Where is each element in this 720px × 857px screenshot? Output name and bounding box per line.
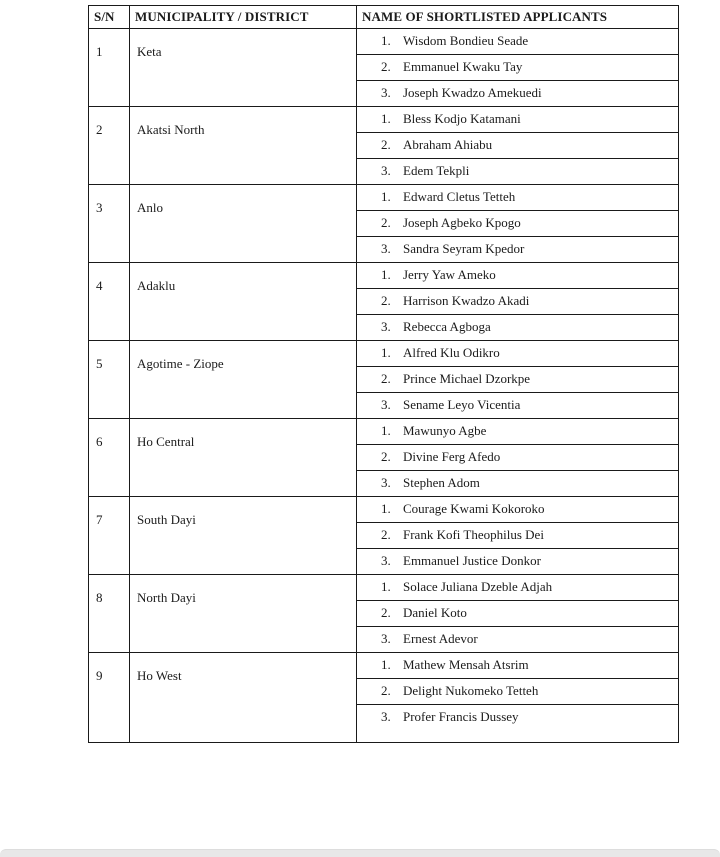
applicant-name: Delight Nukomeko Tetteh [403,683,539,699]
district-cell: North Dayi [130,575,357,653]
applicant-name: Ernest Adevor [403,631,478,647]
column-header-district: MUNICIPALITY / DISTRICT [130,6,357,29]
applicant-cell [357,29,679,55]
table-body [89,29,679,743]
serial-number-cell: 5 [89,341,130,419]
applicant-number: 2. [381,293,391,309]
applicant-number: 2. [381,449,391,465]
applicant-number: 1. [381,189,391,205]
applicant-name: Edem Tekpli [403,163,470,179]
applicant-number: 3. [381,241,391,257]
applicant-number: 1. [381,657,391,673]
table-row [89,107,679,133]
applicant-cell [357,679,679,705]
table-row [89,185,679,211]
table-row [89,575,679,601]
applicant-cell [357,497,679,523]
applicant-name: Sename Leyo Vicentia [403,397,521,413]
applicant-name: Mawunyo Agbe [403,423,487,439]
applicant-cell [357,341,679,367]
column-header-applicants: NAME OF SHORTLISTED APPLICANTS [357,6,679,29]
district-cell: Keta [130,29,357,107]
applicant-cell [357,393,679,419]
bottom-panel-edge [0,849,720,857]
applicant-name: Profer Francis Dussey [403,709,519,724]
table-header-row [89,6,679,29]
applicant-cell [357,549,679,575]
applicant-cell [357,523,679,549]
table-row [89,341,679,367]
applicant-cell [357,367,679,393]
applicant-number: 3. [381,475,391,491]
applicant-cell [357,159,679,185]
applicant-cell [357,471,679,497]
applicant-name: Bless Kodjo Katamani [403,111,521,127]
serial-number-cell: 8 [89,575,130,653]
applicant-number: 2. [381,605,391,621]
serial-number-cell: 9 [89,653,130,743]
applicant-name: Sandra Seyram Kpedor [403,241,525,257]
applicant-cell [357,601,679,627]
applicant-number: 3. [381,85,391,101]
applicant-name: Jerry Yaw Ameko [403,267,496,283]
serial-number-cell: 4 [89,263,130,341]
table-row [89,263,679,289]
applicant-name: Mathew Mensah Atsrim [403,657,529,673]
table-row [89,653,679,679]
applicant-number: 1. [381,423,391,439]
applicant-cell [357,575,679,601]
applicant-cell [357,627,679,653]
applicant-number: 1. [381,579,391,595]
applicant-number: 2. [381,215,391,231]
applicant-number: 3. [381,553,391,569]
applicant-number: 2. [381,371,391,387]
applicant-number: 3. [381,709,391,724]
serial-number-cell: 1 [89,29,130,107]
applicant-cell [357,419,679,445]
district-cell: Agotime - Ziope [130,341,357,419]
applicant-name: Frank Kofi Theophilus Dei [403,527,544,543]
applicant-name: Rebecca Agboga [403,319,491,335]
applicant-cell [357,107,679,133]
shortlist-table [88,5,679,743]
applicant-name: Divine Ferg Afedo [403,449,501,465]
applicant-cell [357,211,679,237]
applicant-name: Emmanuel Justice Donkor [403,553,541,569]
applicant-cell [357,81,679,107]
applicant-cell [357,55,679,81]
serial-number-cell: 2 [89,107,130,185]
table-row [89,29,679,55]
serial-number-cell: 6 [89,419,130,497]
applicant-cell [357,185,679,211]
applicant-name: Stephen Adom [403,475,480,491]
applicant-number: 2. [381,137,391,153]
district-cell: Ho West [130,653,357,743]
applicant-number: 1. [381,111,391,127]
column-header-sn: S/N [89,6,130,29]
applicant-number: 2. [381,683,391,699]
applicant-cell [357,315,679,341]
applicant-cell [357,653,679,679]
table-row [89,419,679,445]
applicant-name: Daniel Koto [403,605,467,621]
applicant-name: Joseph Kwadzo Amekuedi [403,85,542,101]
applicant-cell [357,445,679,471]
applicant-cell [357,133,679,159]
applicant-number: 3. [381,631,391,647]
table-header [89,6,679,29]
applicant-number: 3. [381,397,391,413]
district-cell: South Dayi [130,497,357,575]
applicant-number: 3. [381,319,391,335]
serial-number-cell: 7 [89,497,130,575]
applicant-name: Harrison Kwadzo Akadi [403,293,530,309]
district-cell: Adaklu [130,263,357,341]
applicant-name: Abraham Ahiabu [403,137,493,153]
applicant-name: Joseph Agbeko Kpogo [403,215,521,231]
applicant-name: Wisdom Bondieu Seade [403,33,529,49]
applicant-number: 2. [381,527,391,543]
applicant-number: 1. [381,267,391,283]
applicant-cell [357,263,679,289]
district-cell: Akatsi North [130,107,357,185]
applicant-name: Emmanuel Kwaku Tay [403,59,523,75]
serial-number-cell: 3 [89,185,130,263]
applicant-name: Alfred Klu Odikro [403,345,500,361]
applicant-number: 3. [381,163,391,179]
district-cell: Ho Central [130,419,357,497]
applicant-number: 1. [381,345,391,361]
applicant-name: Solace Juliana Dzeble Adjah [403,579,553,595]
applicant-name: Courage Kwami Kokoroko [403,501,545,517]
applicant-number: 1. [381,501,391,517]
applicant-cell [357,705,679,743]
applicant-name: Prince Michael Dzorkpe [403,371,531,387]
applicant-number: 2. [381,59,391,75]
district-cell: Anlo [130,185,357,263]
applicant-cell [357,289,679,315]
table-row [89,497,679,523]
applicant-name: Edward Cletus Tetteh [403,189,516,205]
applicant-number: 1. [381,33,391,49]
applicant-cell [357,237,679,263]
